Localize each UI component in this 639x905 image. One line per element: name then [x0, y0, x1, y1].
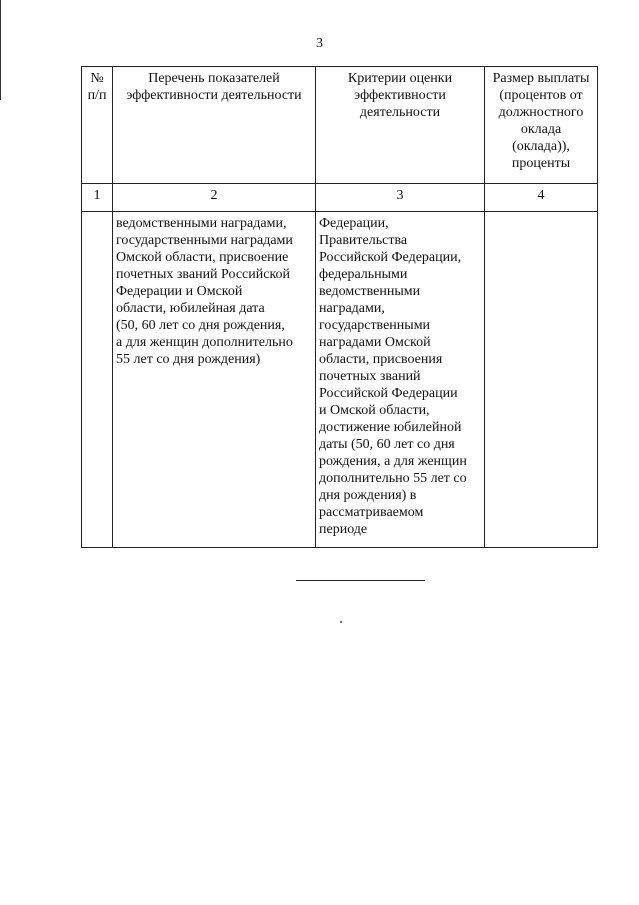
header-number: № п/п [82, 67, 113, 184]
column-number-1: 1 [82, 184, 113, 212]
header-payment-size: Размер выплаты (процентов от должностного оклада (оклада)), проценты [485, 67, 598, 184]
table-row [82, 212, 598, 548]
table-header-row [82, 67, 598, 184]
column-number-row [82, 184, 598, 212]
indicator-cell: ведомственными наградами, государственными наградами Омской области, присвоение почетных званий Российской Федерации и Омской области, юбилейная дата (50, 60 лет со дня рождения, а для женщин дополнительно 55 лет со дня рождения) [113, 212, 316, 548]
criteria-cell: Федерации, Правительства Российской Федерации, федеральными ведомственными наградами, государственными наградами Омской области, присвоения почетных званий Российской Федерации и Омской области, достижение юбилейной даты (50, 60 лет со дня рождения, а для женщин дополнительно 55 лет со дня рождения) в рассматриваемом периоде [316, 212, 485, 548]
closing-rule [296, 580, 425, 581]
header-criteria: Критерии оценки эффективности деятельности [316, 67, 485, 184]
scan-speck [340, 621, 342, 623]
column-number-4: 4 [485, 184, 598, 212]
column-number-2: 2 [113, 184, 316, 212]
page-number: 3 [316, 36, 323, 51]
payment-size-cell [485, 212, 598, 548]
column-number-3: 3 [316, 184, 485, 212]
header-indicators: Перечень показателей эффективности деятельности [113, 67, 316, 184]
indicators-table [81, 66, 598, 548]
row-number-cell [82, 212, 113, 548]
